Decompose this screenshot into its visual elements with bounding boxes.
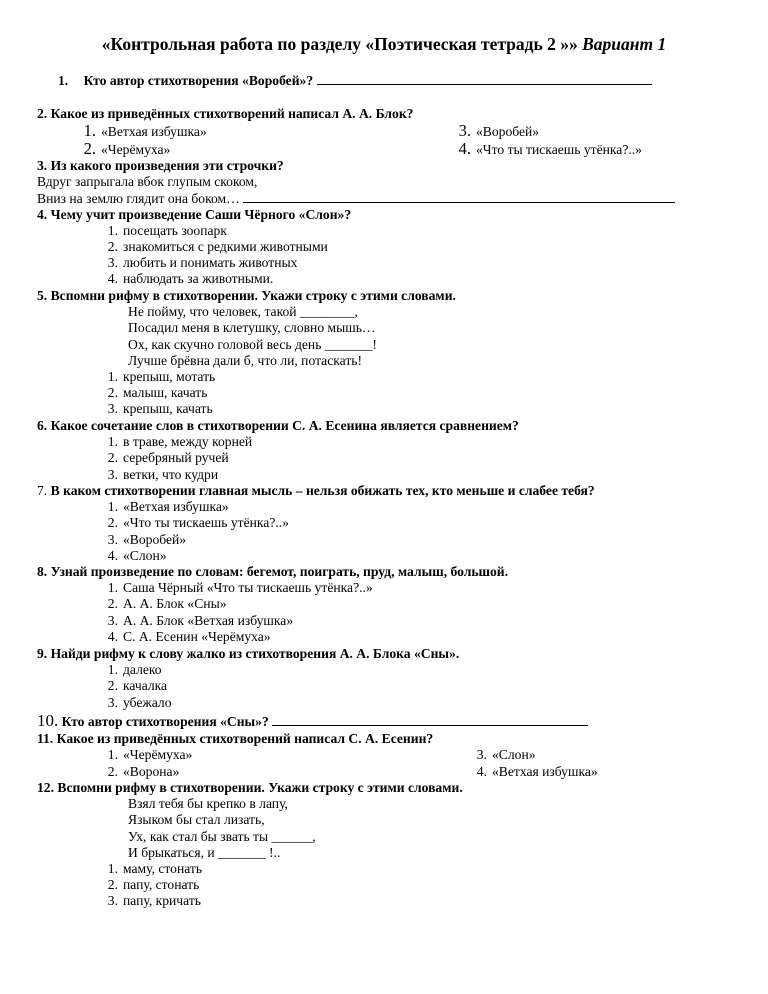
page-title	[0, 34, 768, 55]
poem-line: Взял тебя бы крепко в лапу,	[128, 796, 288, 811]
option: 1. «Ветхая избушка»	[107, 499, 229, 514]
option: 2. знакомиться с редкими животными	[107, 239, 328, 254]
title-variant: Вариант 1	[582, 34, 667, 54]
question-6: 6. Какое сочетание слов в стихотворении С. А. Есенина является сравнением?	[37, 418, 519, 433]
option: 3. любить и понимать животных	[107, 255, 298, 270]
question-number: 7.	[37, 483, 48, 498]
option: 3. «Воробей»	[107, 532, 187, 547]
option: 3. ветки, что кудри	[107, 467, 219, 482]
question-1	[58, 72, 652, 89]
question-8: 8. Узнай произведение по словам: бегемот, поиграть, пруд, малыш, большой.	[37, 564, 509, 579]
answer-line[interactable]	[272, 713, 588, 726]
option: 3. «Слон»	[476, 747, 536, 762]
question-10	[37, 713, 588, 730]
option: 2. А. А. Блок «Сны»	[107, 596, 227, 611]
option: 3. крепыш, качать	[107, 401, 213, 416]
poem-line: Не пойму, что человек, такой ________,	[128, 304, 358, 319]
quote-line: Вдруг запрыгала вбок глупым скоком,	[37, 174, 258, 189]
poem-line: Ох, как скучно головой весь день _______!	[128, 337, 377, 352]
question-7	[37, 483, 595, 499]
question-number: 1.	[58, 73, 69, 88]
option: 1. Саша Чёрный «Что ты тискаешь утёнка?..»	[107, 580, 373, 595]
option: 4. «Слон»	[107, 548, 167, 563]
option: 3. «Воробей»	[458, 121, 540, 140]
question-4: 4. Чему учит произведение Саши Чёрного «Слон»?	[37, 207, 352, 222]
option: 2. «Что ты тискаешь утёнка?..»	[107, 515, 289, 530]
question-text: Кто автор стихотворения «Воробей»?	[83, 73, 314, 88]
poem-line: Посадил меня в клетушку, словно мышь…	[128, 320, 376, 335]
option: 1. крепыш, мотать	[107, 369, 216, 384]
option: 3. папу, кричать	[107, 893, 201, 908]
question-12: 12. Вспомни рифму в стихотворении. Укажи строку с этими словами.	[37, 780, 463, 795]
poem-line: Языком бы стал лизать,	[128, 812, 265, 827]
option: 3. убежало	[107, 695, 172, 710]
option: 1. «Ветхая избушка»	[83, 121, 207, 140]
question-text: В каком стихотворении главная мысль – нельзя обижать тех, кто меньше и слабее тебя?	[50, 483, 595, 498]
option: 2. папу, стонать	[107, 877, 200, 892]
question-number: 10.	[37, 711, 59, 730]
question-2: 2. Какое из приведённых стихотворений написал А. А. Блок?	[37, 106, 414, 121]
quote-line: Вниз на землю глядит она боком…	[37, 190, 675, 207]
option: 1. посещать зоопарк	[107, 223, 227, 238]
answer-line[interactable]	[243, 190, 675, 203]
question-text: Кто автор стихотворения «Сны»?	[61, 714, 269, 729]
option: 2. качалка	[107, 678, 168, 693]
question-3: 3. Из какого произведения эти строчки?	[37, 158, 284, 173]
answer-line[interactable]	[317, 72, 652, 85]
option: 2. малыш, качать	[107, 385, 208, 400]
option: 3. А. А. Блок «Ветхая избушка»	[107, 613, 294, 628]
option: 4. С. А. Есенин «Черёмуха»	[107, 629, 271, 644]
option: 1. в траве, между корней	[107, 434, 253, 449]
question-11: 11. Какое из приведённых стихотворений написал С. А. Есенин?	[37, 731, 434, 746]
option: 1. маму, стонать	[107, 861, 203, 876]
option: 1. «Черёмуха»	[107, 747, 193, 762]
option: 2. серебряный ручей	[107, 450, 229, 465]
poem-line: И брыкаться, и _______ !..	[128, 845, 281, 860]
option: 2. «Ворона»	[107, 764, 180, 779]
option: 4. «Ветхая избушка»	[476, 764, 598, 779]
poem-line: Лучше брёвна дали б, что ли, потаскать!	[128, 353, 362, 368]
option: 1. далеко	[107, 662, 162, 677]
question-9: 9. Найди рифму к слову жалко из стихотворения А. А. Блока «Сны».	[37, 646, 460, 661]
option: 2. «Черёмуха»	[83, 139, 171, 158]
poem-line: Ух, как стал бы звать ты ______,	[128, 829, 316, 844]
option: 4. наблюдать за животными.	[107, 271, 274, 286]
title-main: «Контрольная работа по разделу «Поэтическая тетрадь 2 »»	[101, 34, 578, 54]
option: 4. «Что ты тискаешь утёнка?..»	[458, 139, 642, 158]
question-5: 5. Вспомни рифму в стихотворении. Укажи строку с этими словами.	[37, 288, 456, 303]
